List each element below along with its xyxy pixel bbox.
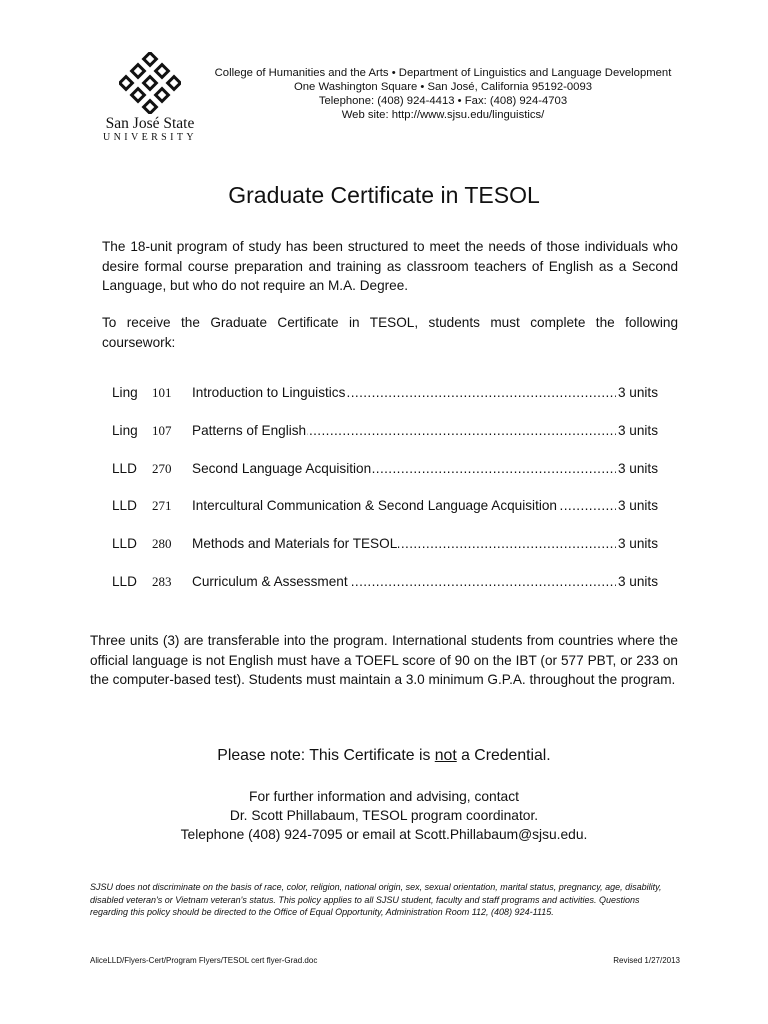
course-number: 283 xyxy=(152,573,172,589)
course-title: Patterns of English ..... xyxy=(192,423,616,438)
contact-line-coordinator: Dr. Scott Phillabaum, TESOL program coordinator. xyxy=(229,808,539,823)
intro-paragraph: The 18-unit program of study has been structured to meet the needs of those individuals who desire formal course preparation and training as classroom teachers of English as a Second Language, but who do not require an M.A. Degree. xyxy=(102,239,678,293)
course-units: 3 units xyxy=(617,498,658,514)
course-dept: LLD xyxy=(112,573,137,589)
course-title: Second Language Acquisition ..... xyxy=(192,461,616,476)
course-dept: LLD xyxy=(112,498,137,514)
course-units: 3 units xyxy=(617,573,658,589)
requirements-paragraph: To receive the Graduate Certificate in TESOL, students must complete the following coursework: xyxy=(102,315,678,350)
footer-revised-date: Revised 1/27/2013 xyxy=(613,956,680,965)
course-dept: Ling xyxy=(112,385,138,400)
contact-info xyxy=(0,787,768,844)
header-line-phone: Telephone: (408) 924-4413 • Fax: (408) 924-4703 xyxy=(318,95,568,107)
course-row xyxy=(112,385,658,423)
course-row xyxy=(112,536,658,574)
contact-line-phone-email: Telephone (408) 924-7095 or email at Scott.Phillabaum@sjsu.edu. xyxy=(180,827,588,842)
sjsu-seal-icon xyxy=(119,52,181,114)
course-number: 271 xyxy=(152,498,172,514)
page-title: Graduate Certificate in TESOL xyxy=(228,182,540,208)
course-title: Introduction to Linguistics ..... xyxy=(192,385,616,400)
note-text-before: Please note: This Certificate is xyxy=(217,747,435,764)
course-units: 3 units xyxy=(617,460,658,476)
nondiscrimination-statement: SJSU does not discriminate on the basis of race, color, religion, national origin, sex, sexual orientation, marital status, pregnancy, age, disability, disabled veteran's or Vietnam veteran's status. This policy applies to all SJSU student, faculty and staff programs and activities. Questions regarding this policy should be directed to the Office of Equal Opportunity, Administration Room 112, (408) 924-1115. xyxy=(90,882,662,917)
contact-line-intro: For further information and advising, contact xyxy=(249,789,519,804)
department-header xyxy=(200,66,686,122)
course-number: 280 xyxy=(152,536,172,552)
note-emphasis: not xyxy=(434,747,457,764)
header-line-college: College of Humanities and the Arts • Department of Linguistics and Language Development xyxy=(214,67,672,79)
course-units: 3 units xyxy=(617,385,658,400)
course-title: Methods and Materials for TESOL ..... xyxy=(192,536,616,551)
header-line-website: Web site: http://www.sjsu.edu/linguistics/ xyxy=(341,109,545,121)
course-units: 3 units xyxy=(617,536,658,552)
course-list xyxy=(112,385,658,612)
course-number: 270 xyxy=(152,460,172,476)
course-row xyxy=(112,423,658,461)
footer-file-path: AliceLLD/Flyers-Cert/Program Flyers/TESOL cert flyer-Grad.doc xyxy=(90,956,318,965)
course-dept: Ling xyxy=(112,422,138,438)
course-row xyxy=(112,574,658,612)
course-row xyxy=(112,461,658,499)
course-title: Intercultural Communication & Second Language Acquisition ..... xyxy=(192,498,616,513)
course-dept: LLD xyxy=(112,536,137,552)
course-units: 3 units xyxy=(617,422,658,438)
university-logo xyxy=(97,52,203,152)
logo-name: San José State xyxy=(105,115,195,132)
course-row xyxy=(112,498,658,536)
course-number: 107 xyxy=(152,422,172,438)
course-dept: LLD xyxy=(112,460,137,476)
course-title: Curriculum & Assessment ..... xyxy=(192,574,616,589)
note-text-after: a Credential. xyxy=(456,747,551,764)
credential-note xyxy=(0,745,768,767)
header-line-address: One Washington Square • San José, California 95192-0093 xyxy=(293,81,593,93)
logo-university: UNIVERSITY xyxy=(103,132,197,143)
course-number: 101 xyxy=(152,385,172,400)
transfer-paragraph: Three units (3) are transferable into the program. International students from countries where the official language is not English must have a TOEFL score of 90 on the IBT (or 577 PBT, or 233 on the computer-based test). Students must maintain a 3.0 minimum G.P.A. throughout the program. xyxy=(90,633,678,687)
